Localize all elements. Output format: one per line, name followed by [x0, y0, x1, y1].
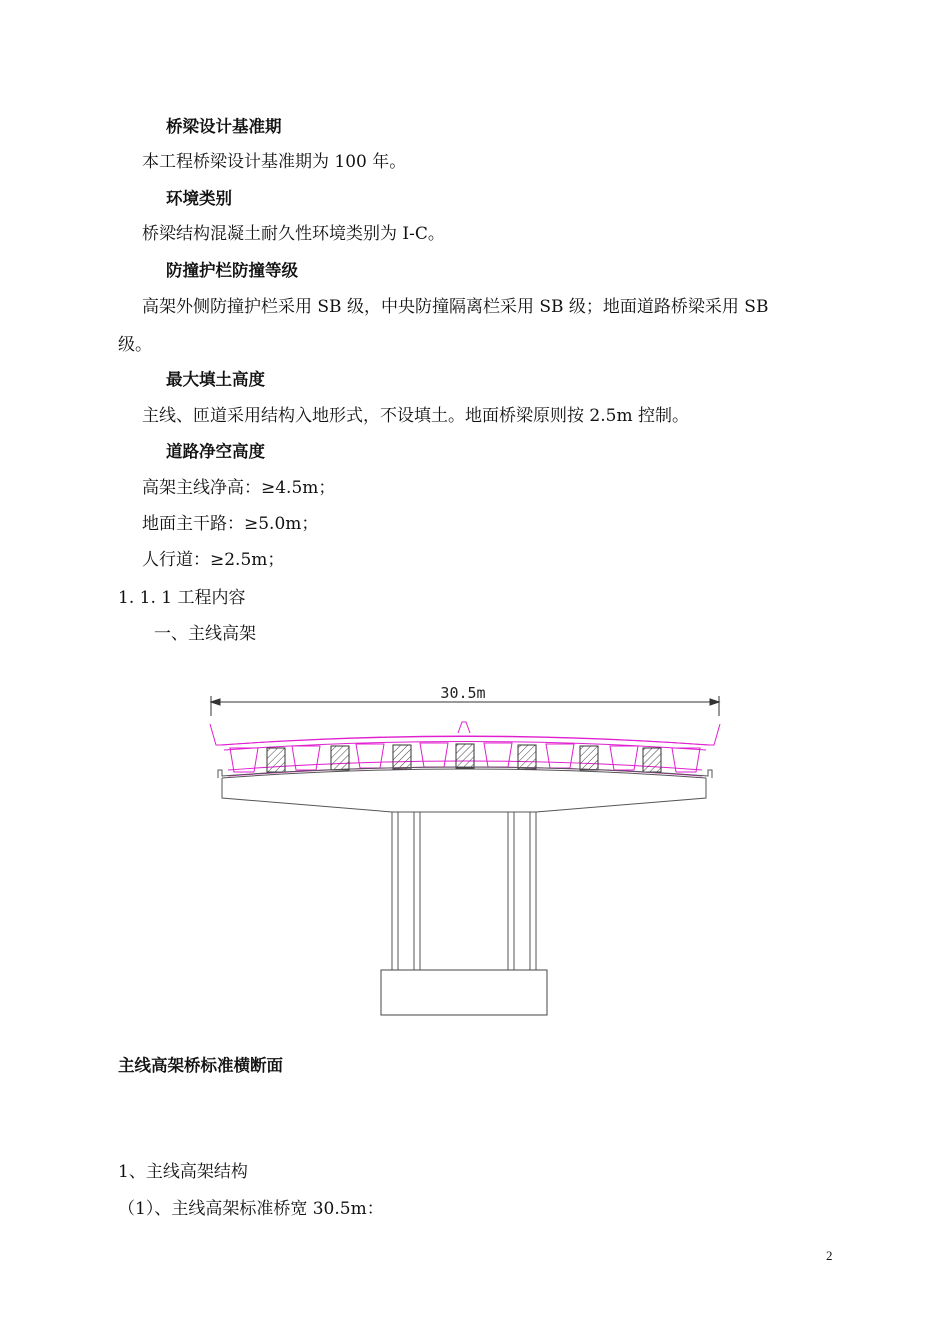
figure-caption: 主线高架桥标准横断面	[118, 1056, 283, 1075]
clearance-item: 地面主干路：≥5.0m；	[142, 514, 319, 534]
subheading-mainline-viaduct: 一、主线高架	[154, 624, 256, 644]
text-guardrail-line1: 高架外侧防撞护栏采用 SB 级，中央防撞隔离栏采用 SB 级；地面道路桥梁采用 SB	[142, 297, 769, 317]
dimension-label: 30.5m	[440, 684, 486, 702]
page-number: 2	[826, 1248, 833, 1263]
pile-cap-foundation	[381, 970, 547, 1015]
heading-scope: 1. 1. 1 工程内容	[118, 588, 246, 608]
pier-cap	[218, 767, 712, 812]
text-environment: 桥梁结构混凝土耐久性环境类别为 I-C。	[142, 224, 445, 244]
clearance-item: 人行道：≥2.5m；	[142, 550, 285, 570]
heading-fill-height: 最大填土高度	[166, 370, 265, 389]
heading-clearance: 道路净空高度	[166, 442, 265, 461]
hatched-joints	[267, 744, 661, 772]
heading-mainline-structure: 1、主线高架结构	[118, 1162, 248, 1182]
clearance-item: 高架主线净高：≥4.5m；	[142, 478, 336, 498]
text-design-period: 本工程桥梁设计基准期为 100 年。	[142, 152, 407, 172]
heading-design-period: 桥梁设计基准期	[166, 117, 282, 136]
text-guardrail-line2: 级。	[118, 335, 152, 355]
pier-columns	[392, 812, 536, 970]
text-fill-height: 主线、匝道采用结构入地形式，不设填土。地面桥梁原则按 2.5m 控制。	[142, 406, 689, 426]
text-bridge-width: （1）、主线高架标准桥宽 30.5m：	[118, 1199, 384, 1219]
heading-environment: 环境类别	[166, 189, 232, 208]
heading-guardrail: 防撞护栏防撞等级	[166, 261, 298, 280]
